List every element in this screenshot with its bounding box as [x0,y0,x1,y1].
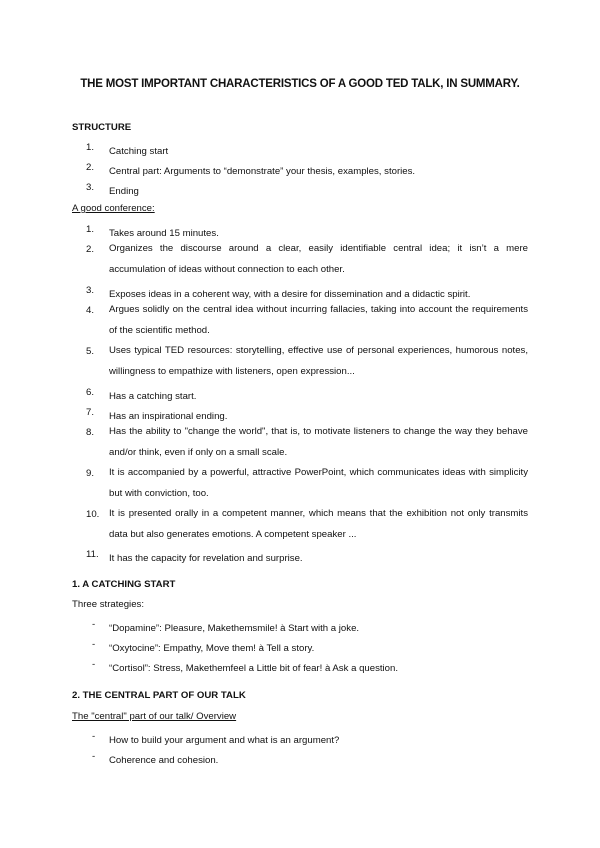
list-text: Takes around 15 minutes. [109,228,219,239]
section-1-intro: Three strategies: [72,599,144,610]
list-number: 6. [86,387,95,398]
list-number: 2. [86,162,95,173]
list-number: 7. [86,407,95,418]
structure-heading: STRUCTURE [72,122,132,133]
conference-heading: A good conference: [72,203,155,214]
list-number: 1. [86,224,95,235]
list-number: 5. [86,346,95,357]
dash-bullet: - [92,731,96,742]
dash-bullet: - [92,751,96,762]
list-number: 4. [86,305,95,316]
list-text: Coherence and cohesion. [109,755,219,766]
list-text: Uses typical TED resources: storytelling, effective use of personal experiences, humorous notes, willingness to empathize with listeners, open expression... [109,345,528,377]
list-text: Has a catching start. [109,391,197,402]
list-number: 1. [86,142,95,153]
list-text: Ending [109,186,139,197]
list-text: Has an inspirational ending. [109,411,228,422]
list-number: 10. [86,509,100,520]
list-text: Organizes the discourse around a clear, easily identifiable central idea; it isn’t a mere accumulation of ideas without connection to each other. [109,243,528,275]
list-number: 2. [86,244,95,255]
dash-bullet: - [92,659,96,670]
list-text: “Oxytocine”: Empathy, Move them! à Tell a story. [109,643,315,654]
list-text: Argues solidly on the central idea without incurring fallacies, taking into account the requirements of the scientific method. [109,304,528,336]
dash-bullet: - [92,639,96,650]
list-text: “Cortisol”: Stress, Makethemfeel a Little bit of fear! à Ask a question. [109,663,399,674]
list-number: 8. [86,427,95,438]
list-text: Central part: Arguments to “demonstrate” your thesis, examples, stories. [109,166,416,177]
section-2-heading: 2. THE CENTRAL PART OF OUR TALK [72,690,246,701]
dash-bullet: - [92,619,96,630]
list-text: Has the ability to "change the world", that is, to motivate listeners to change the way they behave and/or think, even if only on a small scale. [109,426,528,458]
list-number: 9. [86,468,95,479]
list-text: Exposes ideas in a coherent way, with a desire for dissemination and a didactic spirit. [109,289,471,300]
section-2-subheading: The "central" part of our talk/ Overview [72,711,237,722]
section-1-heading: 1. A CATCHING START [72,579,176,590]
list-text: It has the capacity for revelation and surprise. [109,553,303,564]
list-text: How to build your argument and what is an argument? [109,735,340,746]
list-text: “Dopamine”: Pleasure, Makethemsmile! à Start with a joke. [109,623,360,634]
list-text: It is accompanied by a powerful, attractive PowerPoint, which communicates ideas with simplicity but with conviction, too. [109,467,528,499]
list-number: 11. [86,549,99,560]
list-number: 3. [86,182,95,193]
list-text: Catching start [109,146,169,157]
document-title: THE MOST IMPORTANT CHARACTERISTICS OF A GOOD TED TALK, IN SUMMARY. [80,78,520,90]
list-text: It is presented orally in a competent manner, which means that the exhibition not only transmits data but also generates emotions. A competent speaker ... [109,508,528,540]
list-number: 3. [86,285,95,296]
